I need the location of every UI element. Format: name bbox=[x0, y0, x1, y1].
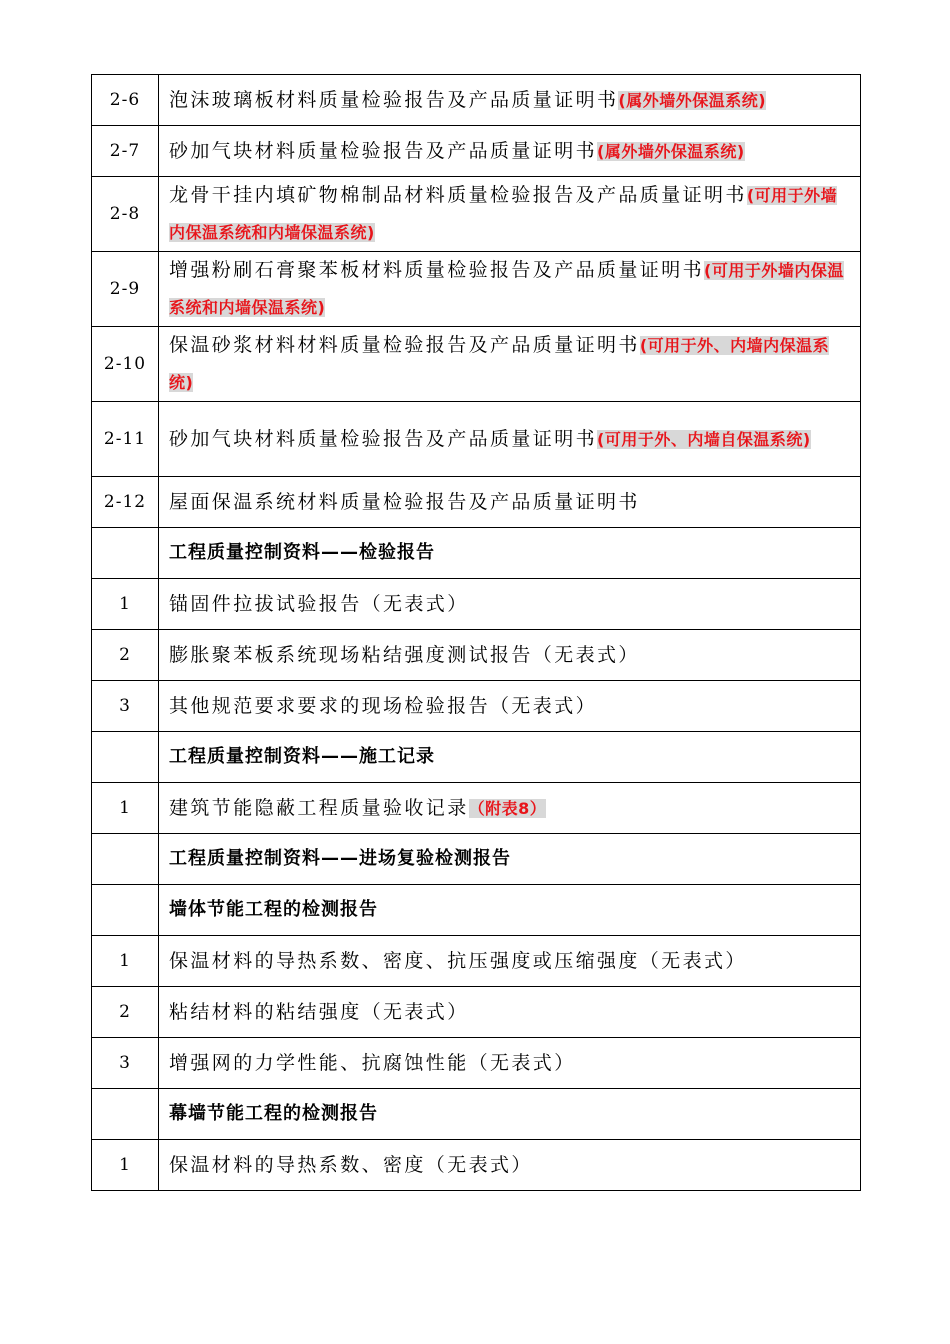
section-header-row bbox=[92, 834, 861, 885]
table-row bbox=[92, 630, 861, 681]
row-text bbox=[159, 327, 861, 402]
table-row bbox=[92, 579, 861, 630]
section-title: 工程质量控制资料——检验报告 bbox=[159, 528, 861, 579]
row-text: 锚固件拉拔试验报告（无表式） bbox=[159, 579, 861, 630]
row-text-main: 砂加气块材料质量检验报告及产品质量证明书 bbox=[169, 139, 598, 162]
table-row bbox=[92, 783, 861, 834]
row-text-main: 龙骨干挂内填矿物棉制品材料质量检验报告及产品质量证明书 bbox=[169, 184, 747, 206]
row-text-main: 砂加气块材料质量检验报告及产品质量证明书 bbox=[169, 427, 598, 450]
row-text: 粘结材料的粘结强度（无表式） bbox=[159, 987, 861, 1038]
row-number: 2-6 bbox=[92, 75, 159, 126]
row-number: 1 bbox=[92, 936, 159, 987]
table-row bbox=[92, 1038, 861, 1089]
row-number: 1 bbox=[92, 579, 159, 630]
row-text: 其他规范要求要求的现场检验报告（无表式） bbox=[159, 681, 861, 732]
row-number: 1 bbox=[92, 1140, 159, 1191]
row-text bbox=[159, 783, 861, 834]
table-row bbox=[92, 75, 861, 126]
table-row bbox=[92, 126, 861, 177]
row-text bbox=[159, 126, 861, 177]
table-row bbox=[92, 477, 861, 528]
row-text-main: 建筑节能隐蔽工程质量验收记录 bbox=[169, 796, 469, 819]
row-number: 2 bbox=[92, 630, 159, 681]
row-text: 保温材料的导热系数、密度、抗压强度或压缩强度（无表式） bbox=[159, 936, 861, 987]
table-row bbox=[92, 252, 861, 327]
table-row bbox=[92, 987, 861, 1038]
row-number bbox=[92, 885, 159, 936]
row-number: 2 bbox=[92, 987, 159, 1038]
section-header-row bbox=[92, 732, 861, 783]
row-number: 2-12 bbox=[92, 477, 159, 528]
row-number: 3 bbox=[92, 1038, 159, 1089]
row-text: 增强网的力学性能、抗腐蚀性能（无表式） bbox=[159, 1038, 861, 1089]
table-row bbox=[92, 1140, 861, 1191]
row-text bbox=[159, 75, 861, 126]
row-note: (可用于外墙内保温系统和内墙保温系统) bbox=[169, 186, 838, 242]
row-number bbox=[92, 834, 159, 885]
row-note: (可用于外、内墙内保温系统) bbox=[169, 336, 830, 392]
section-header-row bbox=[92, 1089, 861, 1140]
document-table bbox=[91, 74, 861, 1191]
row-number bbox=[92, 1089, 159, 1140]
section-title: 墙体节能工程的检测报告 bbox=[159, 885, 861, 936]
row-note: （附表8） bbox=[468, 798, 547, 818]
table-row bbox=[92, 681, 861, 732]
section-header-row bbox=[92, 885, 861, 936]
row-text: 保温材料的导热系数、密度（无表式） bbox=[159, 1140, 861, 1191]
row-text: 屋面保温系统材料质量检验报告及产品质量证明书 bbox=[159, 477, 861, 528]
row-text bbox=[159, 252, 861, 327]
row-number bbox=[92, 732, 159, 783]
row-text bbox=[159, 177, 861, 252]
table-row bbox=[92, 327, 861, 402]
row-number: 2-11 bbox=[92, 402, 159, 477]
table-row bbox=[92, 177, 861, 252]
section-header-row bbox=[92, 528, 861, 579]
row-number: 2-8 bbox=[92, 177, 159, 252]
table-row bbox=[92, 936, 861, 987]
row-text: 膨胀聚苯板系统现场粘结强度测试报告（无表式） bbox=[159, 630, 861, 681]
row-number: 2-10 bbox=[92, 327, 159, 402]
row-text-main: 保温砂浆材料材料质量检验报告及产品质量证明书 bbox=[169, 334, 640, 356]
row-number: 1 bbox=[92, 783, 159, 834]
row-text bbox=[159, 402, 861, 477]
row-number: 2-7 bbox=[92, 126, 159, 177]
row-text-main: 增强粉刷石膏聚苯板材料质量检验报告及产品质量证明书 bbox=[169, 259, 705, 281]
row-text-main: 泡沫玻璃板材料质量检验报告及产品质量证明书 bbox=[169, 88, 619, 111]
row-note: (可用于外墙内保温系统和内墙保温系统) bbox=[169, 261, 844, 317]
section-title: 幕墙节能工程的检测报告 bbox=[159, 1089, 861, 1140]
section-title: 工程质量控制资料——施工记录 bbox=[159, 732, 861, 783]
row-number: 2-9 bbox=[92, 252, 159, 327]
table-row bbox=[92, 402, 861, 477]
row-note: (属外墙外保温系统) bbox=[597, 141, 745, 161]
row-number: 3 bbox=[92, 681, 159, 732]
row-note: (属外墙外保温系统) bbox=[618, 90, 767, 110]
section-title: 工程质量控制资料——进场复验检测报告 bbox=[159, 834, 861, 885]
row-number bbox=[92, 528, 159, 579]
row-note: (可用于外、内墙自保温系统) bbox=[597, 429, 811, 449]
